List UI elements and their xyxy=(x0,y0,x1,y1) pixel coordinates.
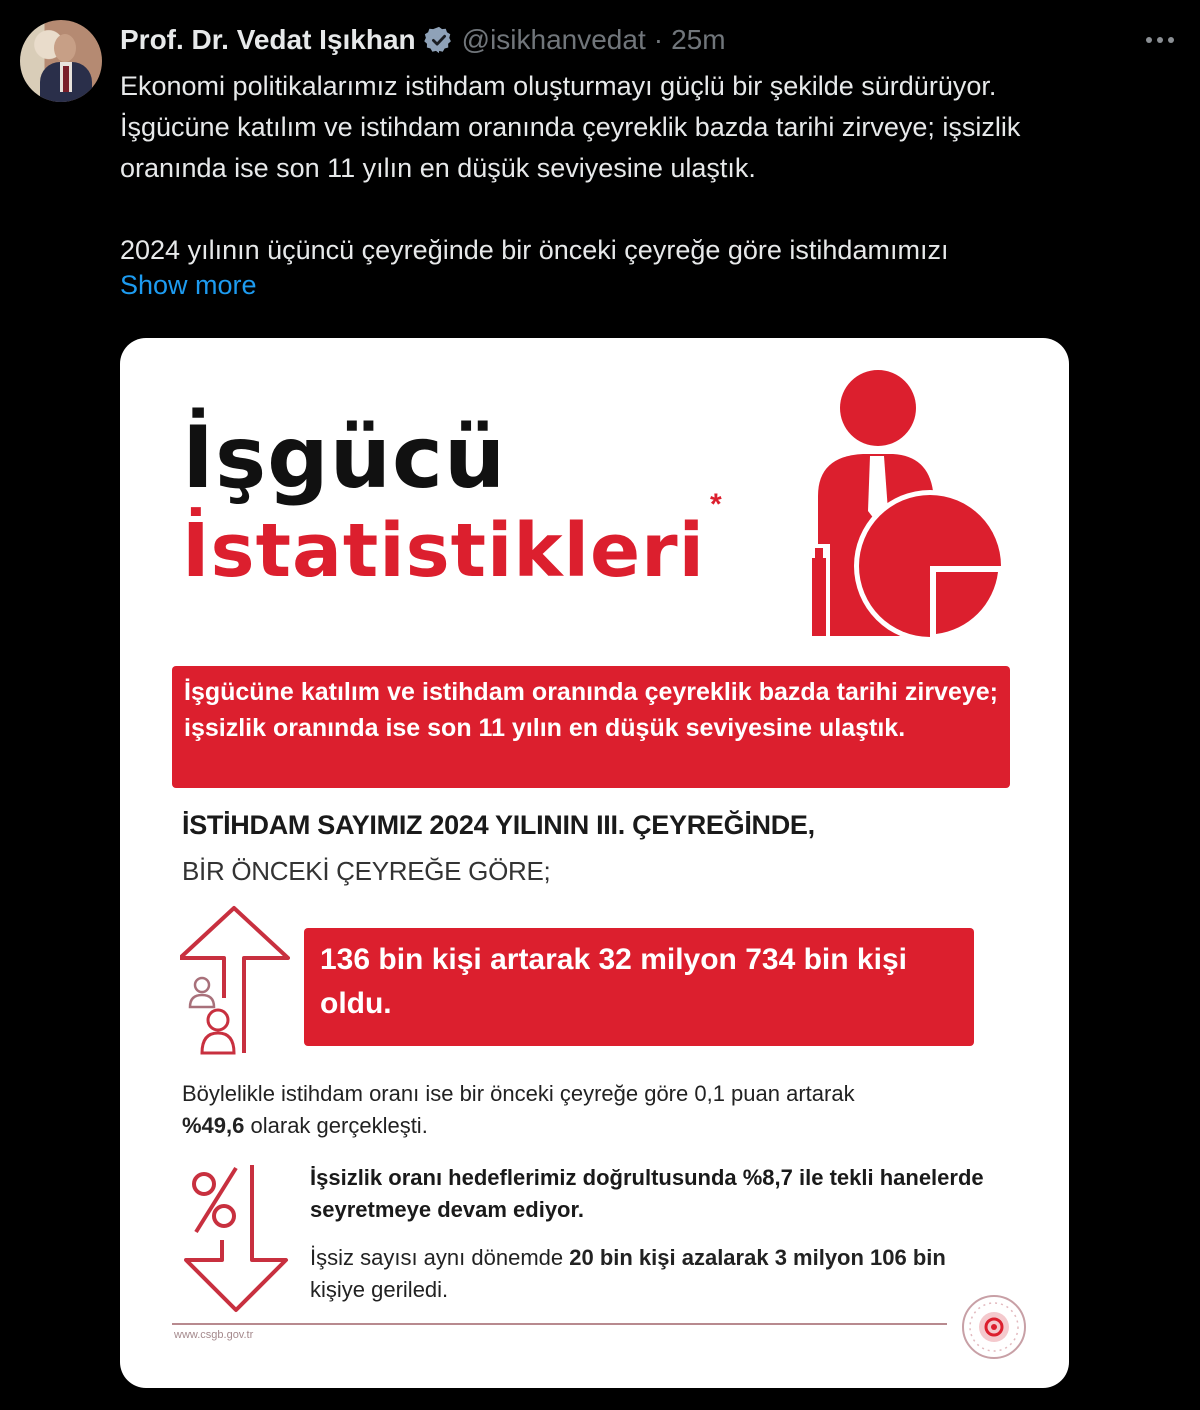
infographic-title-line2: İstatistikleri xyxy=(182,508,706,594)
unemployed-pre: İşsiz sayısı aynı dönemde xyxy=(310,1245,570,1270)
employment-stat-box: 136 bin kişi artarak 32 milyon 734 bin kişi oldu. xyxy=(304,928,974,1046)
more-options-icon-dot xyxy=(1157,37,1163,43)
tweet-text xyxy=(120,66,1190,271)
businessman-pie-chart-icon xyxy=(808,366,1008,646)
rate-text-pre: Böylelikle istihdam oranı ise bir önceki çeyreğe göre 0,1 puan artarak xyxy=(182,1081,855,1106)
more-options-button[interactable] xyxy=(1140,26,1180,54)
unemployed-bold: 20 bin kişi azalarak 3 milyon 106 bin xyxy=(569,1245,946,1270)
separator-dot: · xyxy=(653,24,664,55)
infographic-title-line1: İşgücü xyxy=(182,408,507,508)
rate-value: %49,6 xyxy=(182,1113,245,1138)
author-name[interactable]: Prof. Dr. Vedat Işıkhan xyxy=(120,24,416,55)
footer-divider xyxy=(172,1323,947,1325)
tweet-header xyxy=(120,22,726,58)
arrow-up-people-icon xyxy=(180,903,290,1058)
title-asterisk: * xyxy=(710,488,722,521)
unemployment-rate-text: İşsizlik oranı hedeflerimiz doğrultusunda %8,7 ile tekli hanelerde seyretmeye devam ediyor. xyxy=(310,1165,984,1222)
tweet-text-line: Ekonomi politikalarımız istihdam oluşturmayı güçlü bir şekilde sürdürüyor. xyxy=(120,71,997,101)
ministry-seal-icon xyxy=(960,1293,1028,1361)
tweet-text-blank-line xyxy=(120,189,1190,230)
footer-url: www.csgb.gov.tr xyxy=(174,1329,254,1341)
more-options-icon-dot xyxy=(1146,37,1152,43)
avatar-head xyxy=(54,34,76,62)
unemployed-count-text xyxy=(310,1242,990,1306)
tweet-text-line: 2024 yılının üçüncü çeyreğinde bir önceki çeyreğe göre istihdamımızı xyxy=(120,235,949,265)
avatar-tie xyxy=(63,66,69,92)
employment-heading: İSTİHDAM SAYIMIZ 2024 YILININ III. ÇEYREĞİNDE, xyxy=(182,810,815,840)
employment-rate-text xyxy=(182,1078,1002,1142)
author-handle[interactable]: @isikhanvedat xyxy=(461,24,646,55)
tweet-text-line: oranında ise son 11 yılın en düşük seviyesine ulaştık. xyxy=(120,153,756,183)
more-options-icon-dot xyxy=(1168,37,1174,43)
highlight-banner: İşgücüne katılım ve istihdam oranında çeyreklik bazda tarihi zirveye; işsizlik oranında ise son 11 yılın en düşük seviyesine ulaştık. xyxy=(172,666,1010,788)
rate-text-post: olarak gerçekleşti. xyxy=(244,1113,428,1138)
tweet-text-line: İşgücüne katılım ve istihdam oranında çeyreklik bazda tarihi zirveye; işsizlik xyxy=(120,112,1021,142)
infographic-image[interactable] xyxy=(120,338,1069,1388)
author-avatar[interactable] xyxy=(20,20,102,102)
percent-arrow-down-icon xyxy=(180,1160,290,1315)
unemployed-post: kişiye geriledi. xyxy=(310,1277,449,1302)
verified-badge-icon xyxy=(424,25,454,55)
employment-subheading: BİR ÖNCEKİ ÇEYREĞE GÖRE; xyxy=(182,856,551,886)
show-more-link[interactable]: Show more xyxy=(120,270,257,300)
tweet-timestamp[interactable]: 25m xyxy=(671,24,726,55)
